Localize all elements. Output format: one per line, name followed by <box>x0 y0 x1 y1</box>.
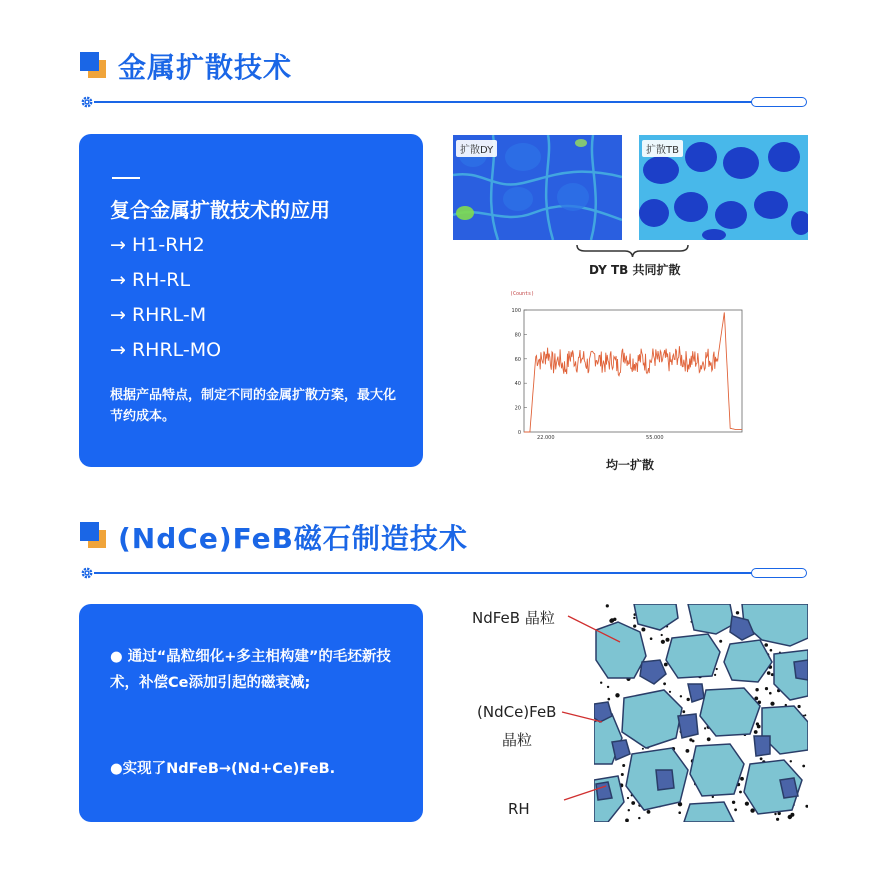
section1-card <box>79 134 423 467</box>
rh-particle <box>650 637 653 640</box>
rh-particle <box>770 649 773 652</box>
label-pointers <box>560 600 640 820</box>
card-bullet-2: ●实现了NdFeB→(Nd+Ce)FeB. <box>110 761 336 777</box>
rh-particle <box>661 640 665 644</box>
gear-icon <box>80 566 94 580</box>
rh-particle <box>661 634 663 636</box>
card-bullet-1: ● 通过“晶粒细化+多主相构建”的毛坯新技术，补偿Ce添加引起的磁衰减; <box>110 649 391 691</box>
brace-icon <box>575 243 690 259</box>
section1-divider <box>94 101 754 103</box>
card-item: → RHRL-M <box>110 304 207 326</box>
section2-card <box>79 604 423 822</box>
section2-title: (NdCe)FeB磁石制造技术 <box>118 522 468 555</box>
rh-particle <box>790 813 794 817</box>
section1-title: 金属扩散技术 <box>118 51 293 84</box>
card-item: → H1-RH2 <box>110 234 205 256</box>
chart-ytick-label: 40 <box>514 381 521 388</box>
rh-particle <box>754 730 758 734</box>
chart-ylabel: (Counts) <box>510 291 535 297</box>
rh-particle <box>686 749 690 753</box>
card-dash <box>112 177 140 179</box>
rh-particle <box>666 638 670 642</box>
micrograph-dy <box>453 135 622 240</box>
chart-ytick-label: 20 <box>514 405 521 412</box>
rh-particle <box>736 611 739 614</box>
chart-caption: 均一扩散 <box>606 458 655 472</box>
rh-particle <box>704 727 706 729</box>
rh-particle <box>756 722 759 725</box>
rh-particle <box>714 674 716 676</box>
section2-title-icon <box>80 522 106 548</box>
rh-particle <box>734 808 737 811</box>
rh-particle <box>798 705 801 708</box>
card-item: → RHRL-MO <box>110 339 222 361</box>
rh-particle <box>680 695 682 697</box>
rh-particle <box>669 691 671 693</box>
card-item: → RH-RL <box>110 269 191 291</box>
rh-particle <box>804 714 806 716</box>
diffusion-chart <box>500 288 750 440</box>
label-rh: RH <box>508 800 530 818</box>
chart-frame <box>524 310 742 432</box>
section1-divider-end <box>751 97 807 107</box>
label-ndcefeb-grain-line1: (NdCe)FeB <box>477 703 557 721</box>
rh-particle <box>802 765 805 768</box>
rh-particle <box>739 791 742 794</box>
chart-ytick-label: 0 <box>517 430 521 436</box>
rh-particle <box>770 702 774 706</box>
rh-particle <box>767 671 771 675</box>
rh-particle <box>716 668 718 670</box>
rh-particle <box>774 813 776 815</box>
card-note: 根据产品特点，制定不同的金属扩散方案，最大化节约成本。 <box>110 388 397 424</box>
chart-ytick-label: 60 <box>514 356 521 363</box>
rh-particle <box>682 710 685 713</box>
micrograph-tb <box>639 135 808 240</box>
rh-particle <box>769 692 772 695</box>
label-ndcefeb-grain-line2: 晶粒 <box>502 731 533 749</box>
card-heading: 复合金属扩散技术的应用 <box>110 198 330 222</box>
rh-particle <box>664 663 668 667</box>
rh-particle <box>776 818 779 821</box>
chart-xtick-label: 22.000 <box>537 435 555 440</box>
gear-icon <box>80 95 94 109</box>
chart-ytick-label: 100 <box>511 308 521 314</box>
rh-particle <box>707 737 711 741</box>
rh-particle <box>764 643 768 647</box>
rh-particle <box>641 628 645 632</box>
chart-xtick-label: 55.000 <box>646 435 664 440</box>
rh-particle <box>760 757 763 760</box>
rh-particle <box>642 748 644 750</box>
rh-particle <box>687 698 690 701</box>
rh-particle <box>732 801 735 804</box>
rh-particle <box>647 810 651 814</box>
section2-divider <box>94 572 754 574</box>
section1-title-icon <box>80 52 106 78</box>
rh-particle <box>745 802 749 806</box>
rh-particle <box>719 640 722 643</box>
rh-particle <box>678 811 681 814</box>
chart-ytick-label: 80 <box>514 332 521 339</box>
micrograph-dy-label: 扩散DY <box>456 140 497 157</box>
label-ndfeb-grain: NdFeB 晶粒 <box>472 609 555 627</box>
rh-particle <box>689 738 692 741</box>
rh-particle <box>790 760 792 762</box>
micrograph-tb-label: 扩散TB <box>642 140 683 157</box>
rh-particle <box>740 777 744 781</box>
rh-particle <box>765 687 768 690</box>
brace-caption: DY TB 共同扩散 <box>589 263 681 277</box>
section2-divider-end <box>751 568 807 578</box>
rh-particle <box>663 682 666 685</box>
rh-particle <box>755 688 758 691</box>
